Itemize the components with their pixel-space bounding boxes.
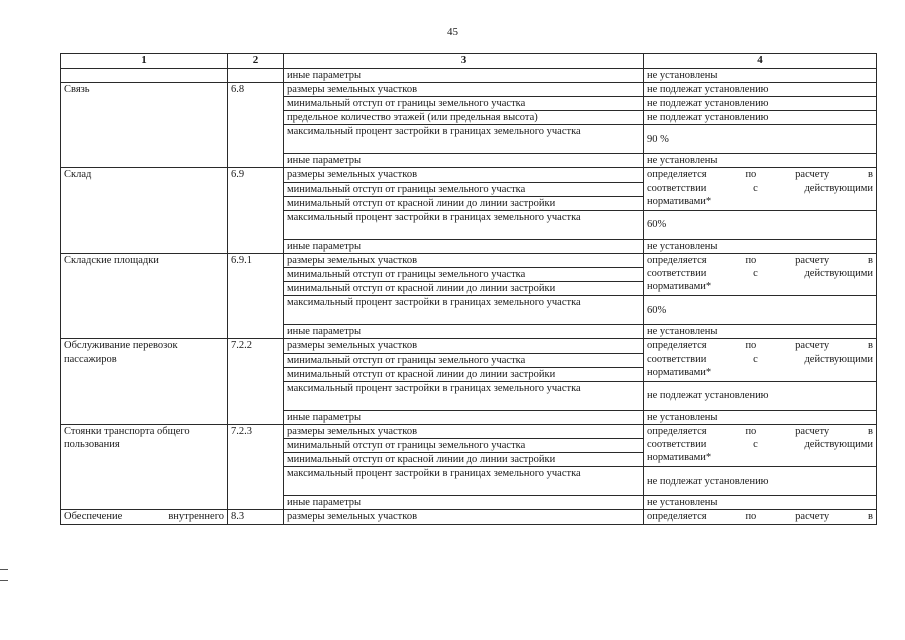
value-cell: не установлены xyxy=(644,239,877,253)
use-code-cell: 6.9 xyxy=(228,168,284,254)
value-cell-merged xyxy=(644,424,877,466)
value-cell: не установлены xyxy=(644,410,877,424)
column-header-4: 4 xyxy=(644,54,877,69)
param-cell: размеры земельных участков xyxy=(284,253,644,267)
table-row xyxy=(61,168,877,182)
value-line: нормативами* xyxy=(647,452,712,464)
value-line: определяется по расчету в xyxy=(647,511,873,523)
param-cell: иные параметры xyxy=(284,68,644,82)
param-cell: размеры земельных участков xyxy=(284,82,644,96)
value-line: соответствии с действующими xyxy=(647,439,873,450)
param-cell: минимальный отступ от границы земельного участка xyxy=(284,353,644,367)
use-name-cell: Обслуживание перевозок пассажиров xyxy=(61,339,228,425)
use-name-cell: Склад xyxy=(61,168,228,254)
param-cell: минимальный отступ от границы земельного участка xyxy=(284,268,644,282)
table-row xyxy=(61,510,877,524)
use-name-cell: Складские площадки xyxy=(61,253,228,339)
value-cell: не установлены xyxy=(644,325,877,339)
margin-marks xyxy=(0,569,8,581)
param-cell: размеры земельных участков xyxy=(284,510,644,524)
land-use-parameters-table xyxy=(60,53,877,525)
param-cell: максимальный процент застройки в границах земельного участка xyxy=(284,381,644,410)
table-row xyxy=(61,424,877,438)
value-cell: 90 % xyxy=(644,125,877,154)
value-cell-merged xyxy=(644,168,877,210)
param-cell: иные параметры xyxy=(284,325,644,339)
value-cell: 60% xyxy=(644,210,877,239)
value-line: соответствии с действующими xyxy=(647,182,873,194)
value-cell: не установлены xyxy=(644,496,877,510)
table-row xyxy=(61,68,877,82)
table-row xyxy=(61,339,877,353)
continuation-name-cell xyxy=(61,68,228,82)
value-cell: не подлежат установлению xyxy=(644,97,877,111)
page-number: 45 xyxy=(447,26,458,38)
use-code-cell: 8.3 xyxy=(228,510,284,524)
column-header-1: 1 xyxy=(61,54,228,69)
value-cell: не подлежат установлению xyxy=(644,467,877,496)
param-cell: предельное количество этажей (или предельная высота) xyxy=(284,111,644,125)
continuation-code-cell xyxy=(228,68,284,82)
value-cell-merged xyxy=(644,253,877,295)
use-name-text: Обеспечение внутреннего xyxy=(64,511,224,523)
value-cell: не подлежат установлению xyxy=(644,381,877,410)
value-line: определяется по расчету в xyxy=(647,340,873,352)
param-cell: иные параметры xyxy=(284,154,644,168)
value-cell-merged xyxy=(644,339,877,381)
column-header-3: 3 xyxy=(284,54,644,69)
value-line: нормативами* xyxy=(647,366,712,378)
table-header-row xyxy=(61,54,877,69)
column-header-2: 2 xyxy=(228,54,284,69)
param-cell: минимальный отступ от красной линии до линии застройки xyxy=(284,196,644,210)
param-cell: максимальный процент застройки в границах земельного участка xyxy=(284,125,644,154)
value-line: определяется по расчету в xyxy=(647,425,873,437)
value-cell: не установлены xyxy=(644,154,877,168)
param-cell: минимальный отступ от красной линии до линии застройки xyxy=(284,453,644,467)
use-code-cell: 7.2.3 xyxy=(228,424,284,510)
value-cell: не установлены xyxy=(644,68,877,82)
use-code-cell: 7.2.2 xyxy=(228,339,284,425)
param-cell: иные параметры xyxy=(284,496,644,510)
value-line: определяется по расчету в xyxy=(647,169,873,181)
param-cell: максимальный процент застройки в границах земельного участка xyxy=(284,467,644,496)
value-cell: 60% xyxy=(644,296,877,325)
table-row xyxy=(61,82,877,96)
value-cell: не подлежат установлению xyxy=(644,111,877,125)
use-code-cell: 6.8 xyxy=(228,82,284,168)
use-name-cell xyxy=(61,510,228,524)
param-cell: максимальный процент застройки в границах земельного участка xyxy=(284,296,644,325)
value-cell xyxy=(644,510,877,524)
value-cell: не подлежат установлению xyxy=(644,82,877,96)
use-name-cell: Стоянки транспорта общего пользования xyxy=(61,424,228,510)
value-line: нормативами* xyxy=(647,195,712,207)
param-cell: минимальный отступ от красной линии до линии застройки xyxy=(284,282,644,296)
use-name-cell: Связь xyxy=(61,82,228,168)
param-cell: максимальный процент застройки в границах земельного участка xyxy=(284,210,644,239)
param-cell: минимальный отступ от границы земельного участка xyxy=(284,97,644,111)
value-line: определяется по расчету в xyxy=(647,254,873,266)
param-cell: минимальный отступ от красной линии до линии застройки xyxy=(284,367,644,381)
param-cell: размеры земельных участков xyxy=(284,168,644,182)
use-code-cell: 6.9.1 xyxy=(228,253,284,339)
param-cell: размеры земельных участков xyxy=(284,339,644,353)
value-line: нормативами* xyxy=(647,281,712,293)
value-line: соответствии с действующими xyxy=(647,353,873,365)
param-cell: размеры земельных участков xyxy=(284,424,644,438)
value-line: соответствии с действующими xyxy=(647,268,873,279)
param-cell: иные параметры xyxy=(284,239,644,253)
table-row xyxy=(61,253,877,267)
param-cell: минимальный отступ от границы земельного участка xyxy=(284,439,644,453)
param-cell: иные параметры xyxy=(284,410,644,424)
param-cell: минимальный отступ от границы земельного участка xyxy=(284,182,644,196)
